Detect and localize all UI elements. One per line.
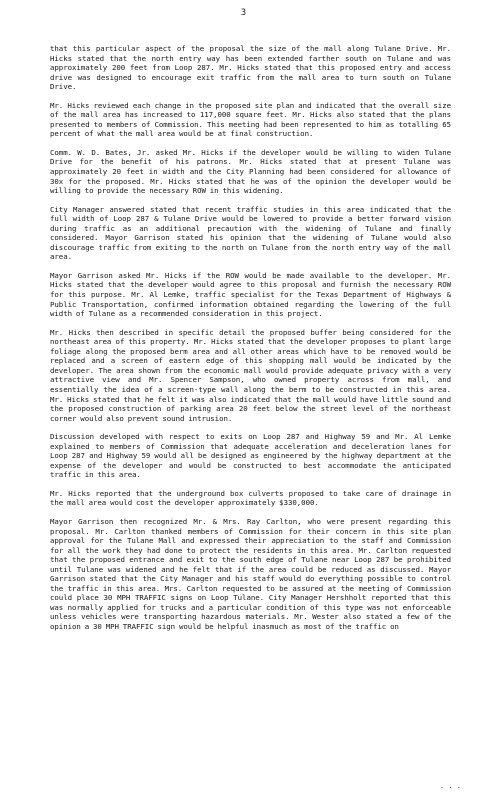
paragraph-5: Mayor Garrison asked Mr. Hicks if the ROW would be made available to the developer. Mr. Hicks stated that the developer would agree to this proposal and furnish the necessary ROW for this purpose. Mr. Al Lemke, traffic specialist for the Texas Department of Highways & Public Transportation, confirmed information obtained regarding the lowering of the full width of Tulane as a recommended consideration in this project. — [50, 270, 451, 319]
paragraph-3: Comm. W. D. Bates, Jr. asked Mr. Hicks if the developer would be willing to widen Tulane Drive for the benefit of his patrons. Mr. Hicks stated that at present Tulane was approximately 20 feet in width and the City Planning had been considered for allowance of 30x for the proposed. Mr. Hicks stated that he was of the opinion the developer would be willing to provide the necessary ROW in this widening. — [50, 147, 451, 196]
body-text — [50, 44, 451, 641]
paragraph-7: Discussion developed with respect to exits on Loop 287 and Highway 59 and Mr. Al Lemke explained to members of Commission that adequate acceleration and deceleration lanes for Loop 287 and Highway 59 would all be designed as engineered by the highway department at the expense of the developer and would be constructed to best accommodate the anticipated traffic in this area. — [50, 432, 451, 480]
footer-mark: · · · — [439, 784, 461, 792]
paragraph-9: Mayor Garrison then recognized Mr. & Mrs. Ray Carlton, who were present regarding this proposal. Mr. Carlton thanked members of Commission for their concern in this site plan approval for the Tulane Mall and expressed their appreciation to the staff and Commission for all the work they had done to protect the residents in this area. Mr. Carlton requested that the proposed entrance and exit to the south edge of Tulane near Loop 287 be prohibited until Tulane was widened and he felt that if the area could be reduced as discussed. Mayor Garrison stated that the City Manager and his staff would do everything possible to control the traffic in this area. Mrs. Carlton requested to be assured at the meeting of Commission could place 30 MPH TRAFFIC signs on Loop Tulane. City Manager Hershholt reported that this was normally applied for trucks and a particular condition of this type was not enforceable unless vehicles were transporting hazardous materials. Mr. Wester also stated a few of the opinion a 30 MPH TRAFFIC sign would be helpful inasmuch as most of the traffic on — [50, 516, 451, 631]
page-number: 3 — [240, 8, 247, 18]
paragraph-2: Mr. Hicks reviewed each change in the proposed site plan and indicated that the overall size of the mall area has increased to 117,000 square feet. Mr. Hicks also stated that the plans presented to members of Commission. This meeting had been represented to him as totalling 65 percent of what the mall area would be at final construction. — [50, 100, 451, 139]
paragraph-8: Mr. Hicks reported that the underground box culverts proposed to take care of drainage in the mall area would cost the developer approximately $330,000. — [50, 488, 451, 508]
paragraph-4: City Manager answered stated that recent traffic studies in this area indicated that the full width of Loop 287 & Tulane Drive would be lowered to provide a better forward vision during traffic as an additional precaution with the widening of Tulane and finally considered. Mayor Garrison stated his opinion that the widening of Tulane would also discourage traffic from exiting to the north on Tulane from the north entry way of the mall area. — [50, 204, 451, 262]
paragraph-1: that this particular aspect of the proposal the size of the mall along Tulane Drive. Mr. Hicks stated that the north entry way has been extended farther south on Tulane and was approximately 200 feet from Loop 287. Mr. Hicks stated that this proposed entry and access drive was designed to encourage exit traffic from the mall area to turn south on Tulane Drive. — [50, 44, 451, 92]
paragraph-6: Mr. Hicks then described in specific detail the proposed buffer being considered for the northeast area of this property. Mr. Hicks stated that the developer proposes to plant large foliage along the proposed berm area and all other areas which have to be removed would be replaced and a screen of eastern edge of this shopping mall would be indicated by the developer. The area shown from the economic mall would provide adequate privacy with a very attractive view and Mr. Spencer Sampson, who owned property across from mall, and essentially the idea of a screen-type wall along the berm to be constructed in this area. Mr. Hicks stated that he felt it was also indicated that the mall would have little sound and the proposed construction of parking area 20 feet below the street level of the northeast corner would also prevent sound intrusion. — [50, 327, 451, 423]
